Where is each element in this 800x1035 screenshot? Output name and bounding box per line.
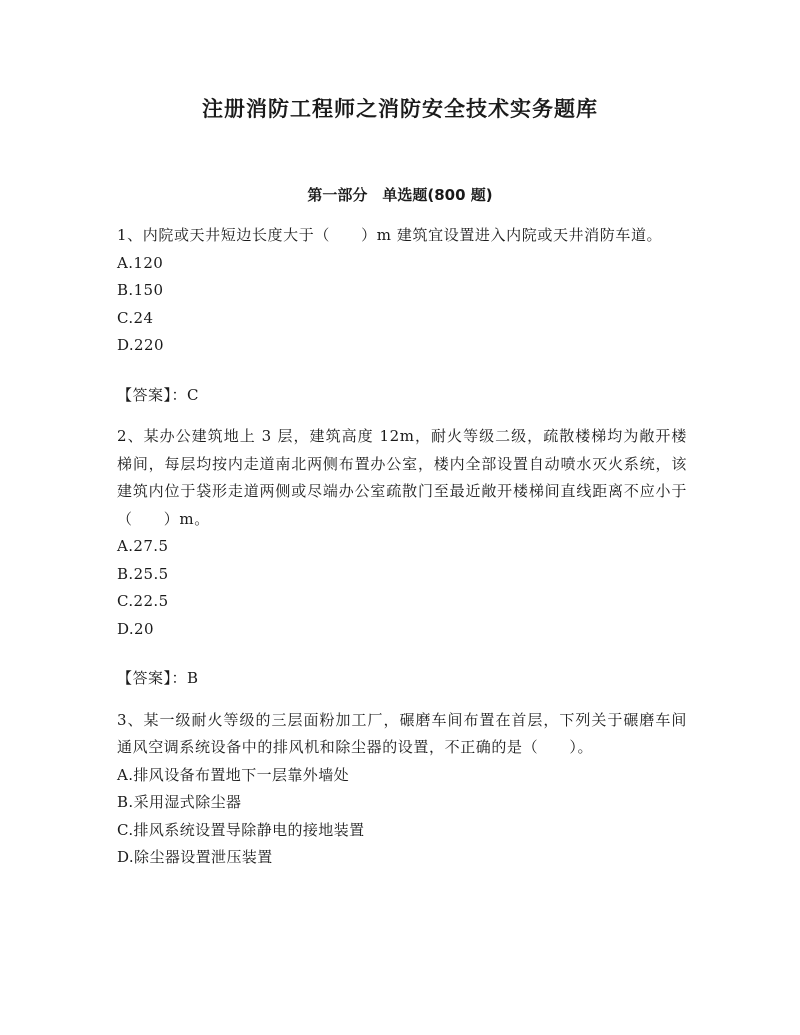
option-list bbox=[117, 533, 687, 643]
option-a: A.120 bbox=[117, 253, 164, 272]
question-list bbox=[117, 222, 687, 872]
option-b: B.150 bbox=[117, 281, 164, 299]
option-d: D.20 bbox=[117, 619, 154, 638]
question-3 bbox=[117, 707, 687, 872]
question-1 bbox=[117, 222, 687, 409]
option-d: D.220 bbox=[117, 336, 164, 354]
option-d: D.除尘器设置泄压装置 bbox=[117, 848, 273, 866]
question-stem: 1、内院或天井短边长度大于（ ）m 建筑宜设置进入内院或天井消防车道。 bbox=[117, 226, 663, 244]
question-2 bbox=[117, 423, 687, 693]
option-c: C.24 bbox=[117, 308, 154, 327]
answer-line: 【答案】：C bbox=[117, 385, 199, 404]
option-list bbox=[117, 762, 687, 872]
option-a: A.排风设备布置地下一层靠外墙处 bbox=[117, 765, 350, 784]
question-stem: 2、某办公建筑地上 3 层，建筑高度 12m，耐火等级二级，疏散楼梯均为敞开楼梯间，每层均按内走道南北两侧布置办公室，楼内全部设置自动喷水灭火系统，该建筑内位于袋形走道两侧或尽端办公室疏散门至最近敞开楼梯间直线距离不应小于（ ）m。 bbox=[117, 427, 687, 528]
option-b: B.采用湿式除尘器 bbox=[117, 793, 242, 811]
option-c: C.22.5 bbox=[117, 592, 169, 610]
option-a: A.27.5 bbox=[117, 537, 169, 555]
document-title: 注册消防工程师之消防安全技术实务题库 bbox=[202, 97, 598, 121]
answer-line: 【答案】：B bbox=[117, 669, 199, 687]
section-title: 第一部分 单选题(800 题) bbox=[307, 186, 493, 204]
option-b: B.25.5 bbox=[117, 564, 169, 583]
question-stem: 3、某一级耐火等级的三层面粉加工厂，碾磨车间布置在首层，下列关于碾磨车间通风空调系统设备中的排风机和除尘器的设置，不正确的是（ ）。 bbox=[117, 710, 687, 756]
option-c: C.排风系统设置导除静电的接地装置 bbox=[117, 820, 365, 839]
option-list bbox=[117, 250, 687, 360]
